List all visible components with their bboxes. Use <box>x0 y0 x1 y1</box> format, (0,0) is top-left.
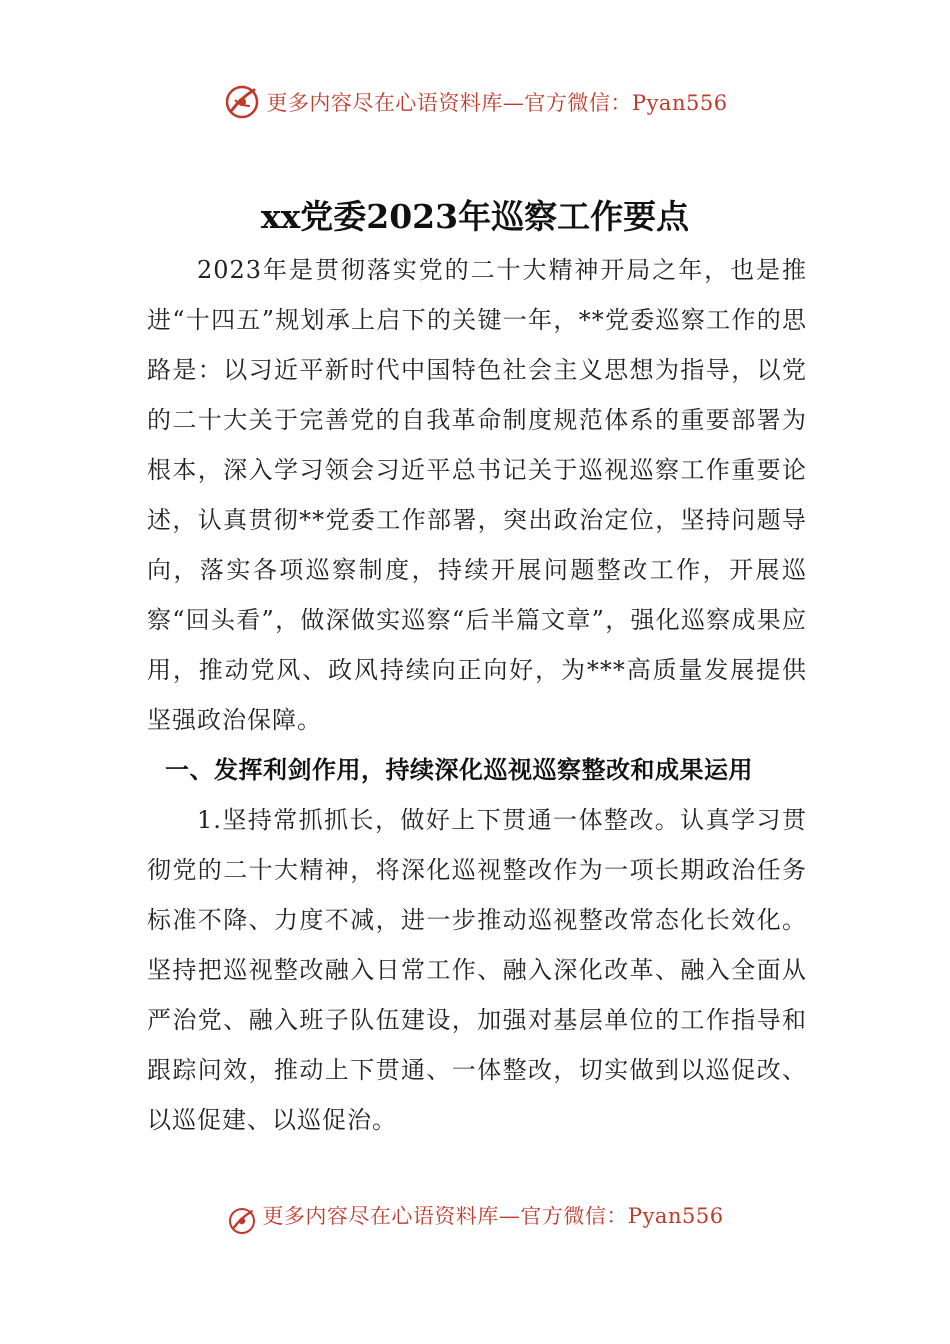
brand-logo-icon <box>226 1206 258 1236</box>
intro-paragraph: 2023年是贯彻落实党的二十大精神开局之年，也是推进“十四五”规划承上启下的关键一年，**党委巡察工作的思路是：以习近平新时代中国特色社会主义思想为指导，以党的二十大关于完善党的自我革命制度规范体系的重要部署为根本，深入学习领会习近平总书记关于巡视巡察工作重要论述，认真贯彻**党委工作部署，突出政治定位，坚持问题导向，落实各项巡察制度，持续开展问题整改工作，开展巡察“回头看”，做深做实巡察“后半篇文章”，强化巡察成果应用，推动党风、政风持续向正向好，为***高质量发展提供坚强政治保障。 <box>147 256 807 734</box>
footer-brand-text: 更多内容尽在心语资料库—官方微信：Pyan556 <box>262 1206 724 1228</box>
document-body <box>147 245 807 1145</box>
page-header <box>0 80 950 124</box>
page-footer <box>0 1206 950 1236</box>
document-title: xx党委2023年巡察工作要点 <box>260 197 690 236</box>
section-heading: 一、发挥利剑作用，持续深化巡视巡察整改和成果运用 <box>165 756 753 784</box>
brand-logo-icon <box>222 82 262 122</box>
body-paragraph: 1.坚持常抓抓长，做好上下贯通一体整改。认真学习贯彻党的二十大精神，将深化巡视整改作为一项长期政治任务标准不降、力度不减，进一步推动巡视整改常态化长效化。坚持把巡视整改融入日常工作、融入深化改革、融入全面从严治党、融入班子队伍建设，加强对基层单位的工作指导和跟踪问效，推动上下贯通、一体整改，切实做到以巡促改、以巡促建、以巡促治。 <box>147 806 807 1134</box>
header-brand-text: 更多内容尽在心语资料库—官方微信：Pyan556 <box>266 91 728 115</box>
